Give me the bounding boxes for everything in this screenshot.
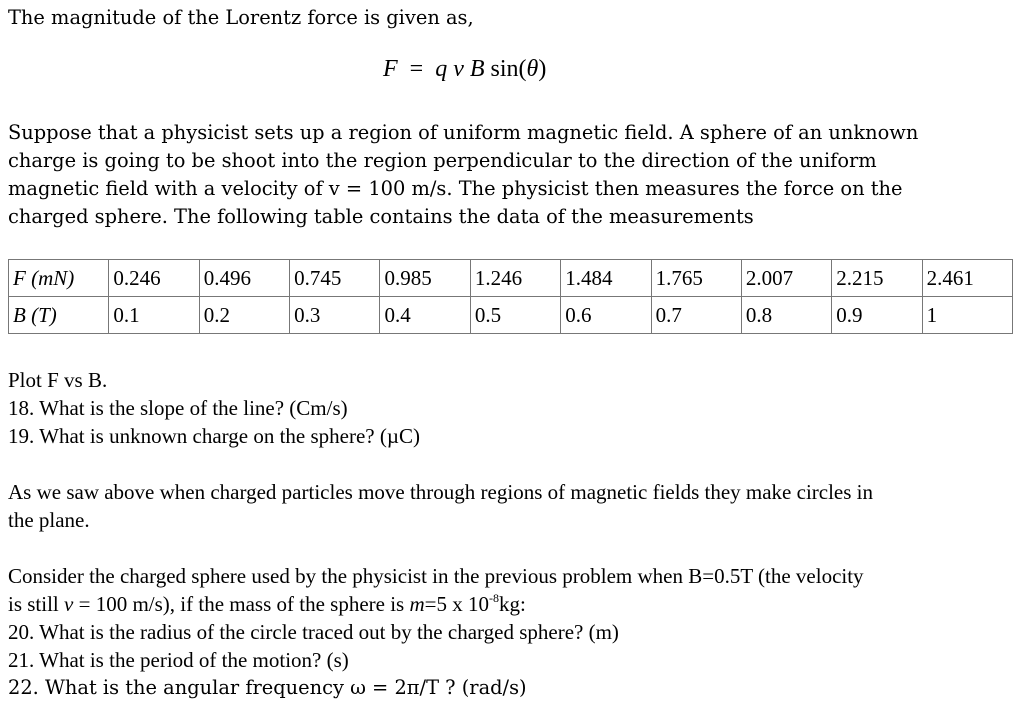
table-cell: 0.9 [832, 297, 922, 334]
table-cell: 0.4 [380, 297, 470, 334]
row-header: B (T) [9, 297, 109, 334]
table-cell: 2.215 [832, 260, 922, 297]
paragraph2-line: As we saw above when charged particles move through regions of magnetic fields they make circles in [8, 480, 873, 504]
table-cell: 1.765 [651, 260, 741, 297]
measurements-table [8, 259, 1013, 334]
table-cell: 1.246 [470, 260, 560, 297]
formula-eq: = [409, 56, 424, 82]
table-cell: 0.745 [290, 260, 380, 297]
table-row-field [9, 297, 1013, 334]
table-row-force [9, 260, 1013, 297]
text: kg: [499, 592, 526, 616]
table-cell: 0.5 [470, 297, 560, 334]
question-18: 18. What is the slope of the line? (Cm/s) [8, 396, 348, 420]
formula-fn: sin [490, 56, 519, 82]
var-m: m [409, 592, 425, 616]
table-cell: 0.496 [199, 260, 289, 297]
paragraph1-line: charge is going to be shoot into the region perpendicular to the direction of the uniform [8, 149, 877, 172]
table-cell: 0.8 [741, 297, 831, 334]
paragraph3-line1: Consider the charged sphere used by the physicist in the previous problem when B=0.5T (the velocity [8, 564, 864, 588]
intro-text: The magnitude of the Lorentz force is given as, [8, 6, 474, 29]
formula-vars: q v B [435, 56, 485, 82]
table-cell: 0.985 [380, 260, 470, 297]
plot-instruction: Plot F vs B. [8, 368, 108, 392]
formula-arg: θ [526, 56, 539, 82]
row-header: F (mN) [9, 260, 109, 297]
table-cell: 1.484 [561, 260, 651, 297]
lorentz-formula: F = q v B sin(θ) [383, 56, 547, 82]
question-22: 22. What is the angular frequency ω = 2π/T ? (rad/s) [8, 676, 527, 699]
table-cell: 2.461 [922, 260, 1012, 297]
table-cell: 0.6 [561, 297, 651, 334]
text: is still [8, 592, 65, 616]
paragraph1-line: Suppose that a physicist sets up a region of uniform magnetic field. A sphere of an unknown [8, 121, 919, 144]
question-21: 21. What is the period of the motion? (s) [8, 648, 349, 672]
table-cell: 1 [922, 297, 1012, 334]
paragraph1-line: magnetic field with a velocity of v = 100 m/s. The physicist then measures the force on the [8, 177, 903, 200]
question-19: 19. What is unknown charge on the sphere? (µC) [8, 424, 420, 448]
table-cell: 0.1 [109, 297, 199, 334]
question-20: 20. What is the radius of the circle traced out by the charged sphere? (m) [8, 620, 619, 644]
table-cell: 0.3 [290, 297, 380, 334]
table-cell: 2.007 [741, 260, 831, 297]
table-cell: 0.246 [109, 260, 199, 297]
text: =5 x 10 [424, 592, 489, 616]
paragraph3-line2 [8, 590, 526, 618]
paragraph1-line: charged sphere. The following table contains the data of the measurements [8, 205, 754, 228]
exponent: -8 [489, 591, 499, 605]
table-cell: 0.7 [651, 297, 741, 334]
var-v: v [64, 592, 74, 616]
paragraph2-line: the plane. [8, 508, 90, 532]
table-cell: 0.2 [199, 297, 289, 334]
formula-lhs: F [383, 56, 398, 82]
text: = 100 m/s), if the mass of the sphere is [73, 592, 410, 616]
